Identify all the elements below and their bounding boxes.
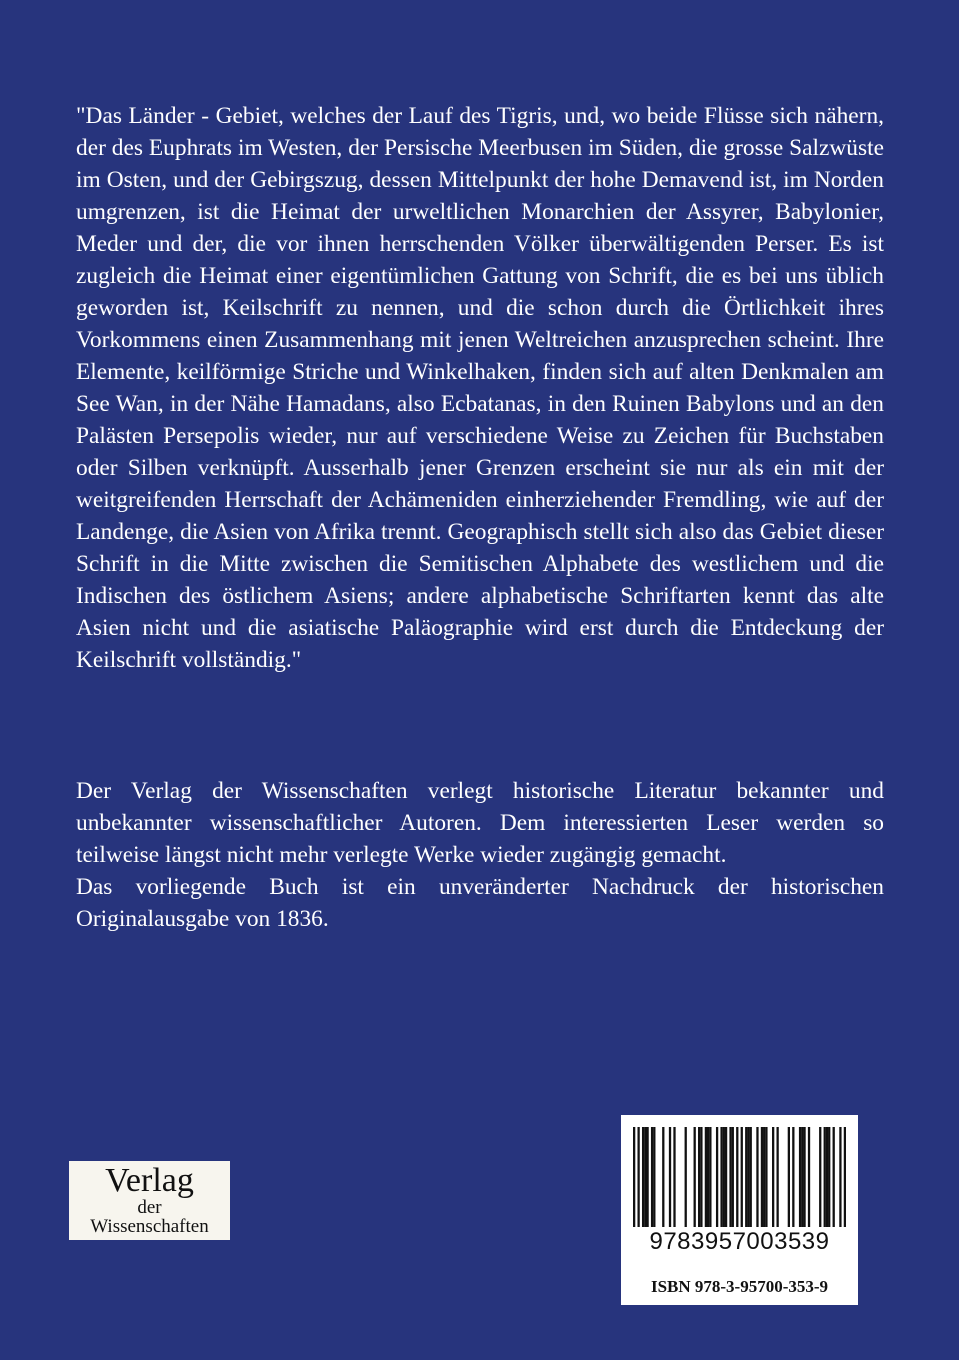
barcode-bar [756, 1127, 758, 1227]
barcode-bar [747, 1127, 749, 1227]
barcode-bar [709, 1127, 711, 1227]
publisher-paragraph-2: Das vorliegende Buch ist ein unveränderter Nachdruck der historischen Originalausgabe von 1836. [76, 874, 884, 932]
barcode-bar [669, 1127, 671, 1227]
barcode-bar [792, 1127, 794, 1227]
barcode-bar [839, 1127, 841, 1227]
barcode-bar [646, 1127, 648, 1227]
barcode-bar [736, 1127, 738, 1227]
barcode-bar [729, 1127, 731, 1227]
barcode-bar [803, 1127, 805, 1227]
barcode-bar [694, 1127, 696, 1227]
barcode-bar [745, 1127, 747, 1227]
barcode-bar [720, 1127, 722, 1227]
barcode-bar [705, 1127, 707, 1227]
barcode-bar [799, 1127, 801, 1227]
barcode-bar [763, 1127, 765, 1227]
barcode-bar [844, 1127, 846, 1227]
barcode-bar [644, 1127, 646, 1227]
barcode-bar [716, 1127, 718, 1227]
barcode-bar [662, 1127, 664, 1227]
barcode-bar [642, 1127, 644, 1227]
barcode-bar [808, 1127, 810, 1227]
barcode-bar [651, 1127, 653, 1227]
barcode-bar [732, 1127, 734, 1227]
barcode-bar [707, 1127, 709, 1227]
barcode-bar [772, 1127, 774, 1227]
publisher-paragraph-1: Der Verlag der Wissenschaften verlegt historische Literatur bekannter und unbekannter wissenschaftlicher Autoren. Dem interessierten Leser werden so teilweise längst nicht mehr verlegte Werke wieder zugängig gemacht. [76, 778, 884, 868]
barcode-bar [741, 1127, 743, 1227]
publisher-description [76, 775, 884, 935]
barcode-bar [653, 1127, 655, 1227]
barcode-bar [765, 1127, 767, 1227]
logo-line-verlag: Verlag [105, 1162, 194, 1199]
barcode-bar [725, 1127, 727, 1227]
barcode-bar [801, 1127, 803, 1227]
barcode-bar [723, 1127, 725, 1227]
barcode-bar [637, 1127, 639, 1227]
publisher-logo [69, 1161, 230, 1240]
blurb-quote: "Das Länder - Gebiet, welches der Lauf des Tigris, und, wo beide Flüsse sich nähern, der des Euphrats im Westen, der Persische Meerbusen im Süden, die grosse Salzwüste im Osten, und der Gebirgszug, dessen Mittelpunkt der hohe Demavend ist, im Norden umgrenzen, ist die Heimat der urweltlichen Monarchien der Assyrer, Babylonier, Meder und der, die vor ihnen herrschenden Völker überwältigenden Perser. Es ist zugleich die Heimat einer eigentümlichen Gattung von Schrift, die es bei uns üblich geworden ist, Keilschrift zu nennen, und die schon durch die Örtlichkeit ihres Vorkommens einen Zusammenhang mit jenen Weltreichen anzusprechen scheint. Ihre Elemente, keilförmige Striche und Winkelhaken, finden sich auf alten Denkmalen am See Wan, in der Nähe Hamadans, also Ecbatanas, in den Ruinen Babylons und an den Palästen Persepolis wieder, nur auf verschiedene Weise zu Zeichen für Buchstaben oder Silben verknüpft. Ausserhalb jener Grenzen erscheint sie nur als ein mit der weitgreifenden Herrschaft der Achämeniden einherziehender Fremdling, wie auf der Landenge, die Asien von Afrika trennt. Geographisch stellt sich also das Gebiet dieser Schrift in die Mitte zwischen die Semitischen Alphabete des westlichem und die Indischen des östlichem Asiens; andere alphabetische Schriftarten kennt das alte Asien nicht und die asiatische Paläographie wird erst durch die Entdeckung der Keilschrift vollständig." [76, 103, 884, 673]
barcode-bar [700, 1127, 702, 1227]
barcode-bars [633, 1127, 846, 1227]
barcode-bar [750, 1127, 752, 1227]
isbn-label: ISBN 978-3-95700-353-9 [621, 1269, 858, 1305]
barcode-bar [833, 1127, 835, 1227]
barcode-bar [819, 1127, 821, 1227]
barcode-bar [828, 1127, 830, 1227]
barcode-bar [698, 1127, 700, 1227]
barcode-bar [826, 1127, 828, 1227]
barcode-bar [685, 1127, 687, 1227]
barcode [621, 1115, 858, 1269]
barcode-bar [788, 1127, 790, 1227]
barcode-bar [633, 1127, 635, 1227]
logo-line-der: der [137, 1197, 162, 1218]
barcode-bar [824, 1127, 826, 1227]
barcode-bar [761, 1127, 763, 1227]
logo-line-wissenschaften: Wissenschaften [90, 1216, 209, 1237]
barcode-bar [776, 1127, 778, 1227]
barcode-digits: 9783957003539 [649, 1228, 830, 1255]
barcode-bar [673, 1127, 675, 1227]
